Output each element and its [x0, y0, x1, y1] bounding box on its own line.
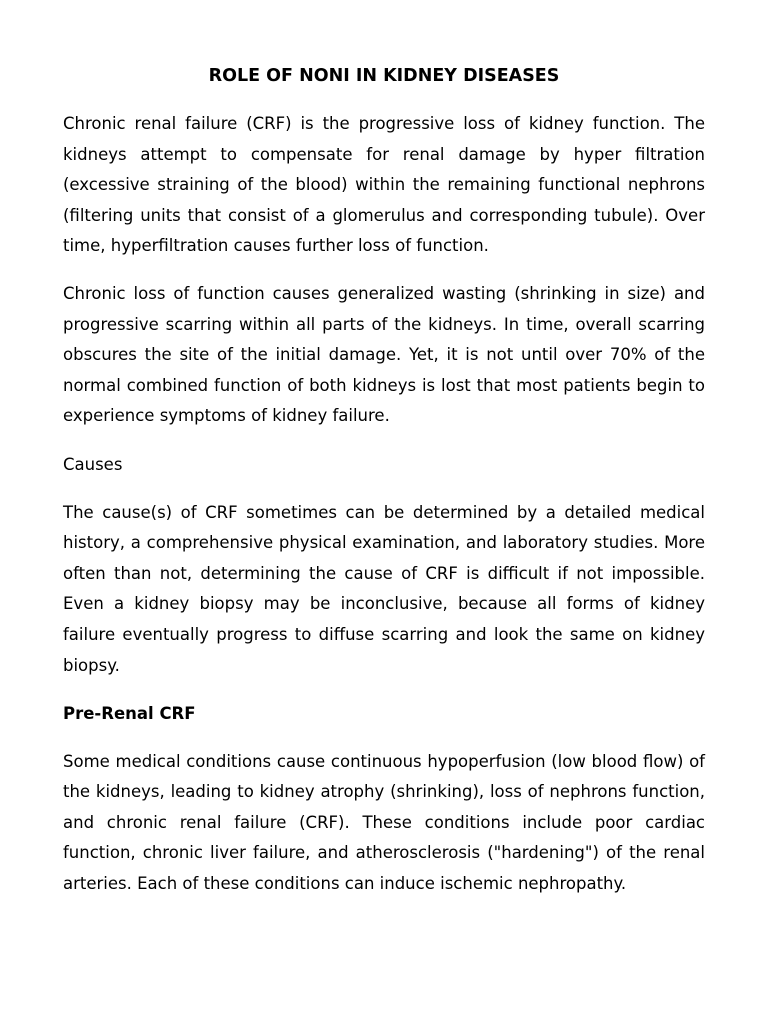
- pre-renal-paragraph: Some medical conditions cause continuous hypoperfusion (low blood flow) of the kidneys, leading to kidney atrophy (shrinking), loss of nephrons function, and chronic renal failure (CRF). These conditions include poor cardiac function, chronic liver failure, and atherosclerosis ("hardening") of the renal arteries. Each of these conditions can induce ischemic nephropathy.: [63, 751, 705, 894]
- document-page: [63, 0, 705, 900]
- document-title: ROLE OF NONI IN KIDNEY DISEASES: [208, 66, 560, 86]
- causes-label: Causes: [63, 454, 123, 474]
- causes-paragraph: The cause(s) of CRF sometimes can be determined by a detailed medical history, a comprehensive physical examination, and laboratory studies. More often than not, determining the cause of CRF is difficult if not impossible. Even a kidney biopsy may be inconclusive, because all forms of kidney failure eventually progress to diffuse scarring and look the same on kidney biopsy.: [63, 502, 705, 675]
- function-loss-paragraph: Chronic loss of function causes generalized wasting (shrinking in size) and progressive scarring within all parts of the kidneys. In time, overall scarring obscures the site of the initial damage. Yet, it is not until over 70% of the normal combined function of both kidneys is lost that most patients begin to experience symptoms of kidney failure.: [63, 283, 705, 426]
- pre-renal-heading: Pre-Renal CRF: [63, 704, 196, 724]
- intro-paragraph: Chronic renal failure (CRF) is the progressive loss of kidney function. The kidneys attempt to compensate for renal damage by hyper filtration (excessive straining of the blood) within the remaining functional nephrons (filtering units that consist of a glomerulus and corresponding tubule). Over time, hyperfiltration causes further loss of function.: [63, 114, 705, 256]
